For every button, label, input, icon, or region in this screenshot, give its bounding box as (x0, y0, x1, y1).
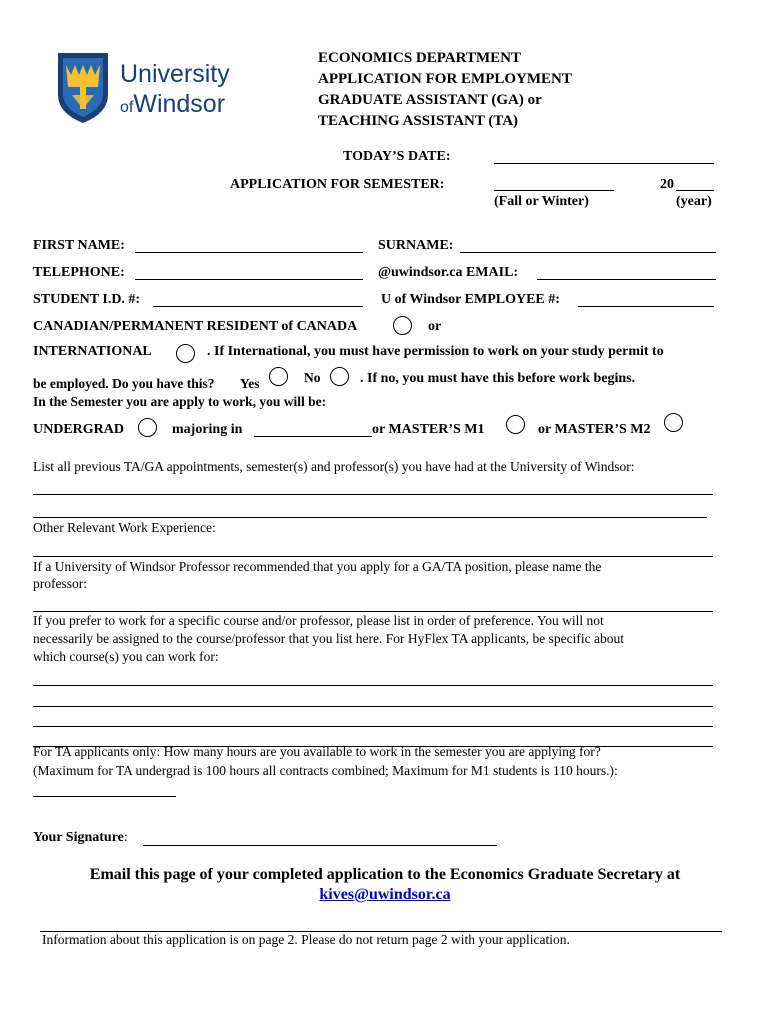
title-line-1: ECONOMICS DEPARTMENT (318, 50, 521, 66)
student-id-label: STUDENT I.D. #: (33, 292, 141, 307)
recommended-line[interactable] (33, 611, 713, 612)
hours-label-2: (Maximum for TA undergrad is 100 hours all contracts combined; Maximum for M1 students is 110 hours.): (33, 763, 618, 778)
semester-label: APPLICATION FOR SEMESTER: (230, 177, 445, 192)
prefer-label-2: necessarily be assigned to the course/professor that you list here. For HyFlex TA applicants, be specific about (33, 631, 625, 646)
prefer-label-1: If you prefer to work for a specific course and/or professor, please list in order of preference. You will not (33, 613, 604, 628)
employee-id-field[interactable] (578, 306, 714, 307)
yes-label: Yes (240, 376, 260, 391)
university-logo (54, 50, 252, 126)
prefer-line-2[interactable] (33, 706, 713, 707)
title-line-4: TEACHING ASSISTANT (TA) (318, 113, 519, 129)
email-label: @uwindsor.ca EMAIL: (378, 265, 519, 280)
title-line-2: APPLICATION FOR EMPLOYMENT (318, 71, 572, 87)
canadian-radio[interactable] (393, 316, 412, 335)
majoring-label: majoring in (172, 422, 243, 437)
logo-windsor-text: Windsor (133, 90, 226, 118)
previous-appointments-label: List all previous TA/GA appointments, semester(s) and professor(s) you have had at the University of Windsor: (33, 459, 635, 474)
canadian-label: CANADIAN/PERMANENT RESIDENT of CANADA (33, 319, 358, 334)
recommended-label-2: professor: (33, 576, 87, 591)
email-field[interactable] (537, 279, 716, 280)
telephone-label: TELEPHONE: (33, 265, 125, 280)
international-label: INTERNATIONAL (33, 344, 152, 359)
master-m2-radio[interactable] (664, 413, 683, 432)
first-name-field[interactable] (135, 252, 363, 253)
prefer-line-3[interactable] (33, 726, 713, 727)
major-field[interactable] (254, 436, 372, 437)
crest-icon (54, 51, 112, 125)
semester-term-field[interactable] (494, 190, 614, 191)
footer-note: Information about this application is on page 2. Please do not return page 2 with your application. (42, 932, 570, 947)
master-m1-radio[interactable] (506, 415, 525, 434)
email-link-row (0, 886, 770, 904)
or-text: or (428, 319, 442, 334)
title-line-3: GRADUATE ASSISTANT (GA) or (318, 92, 542, 108)
employee-id-label: U of Windsor EMPLOYEE #: (381, 292, 560, 307)
signature-label: Your Signature (33, 830, 124, 845)
semester-year-hint: (year) (676, 194, 712, 209)
telephone-field[interactable] (135, 279, 363, 280)
master-m2-label: or MASTER’S M2 (538, 422, 651, 437)
surname-field[interactable] (460, 252, 716, 253)
form-title (318, 48, 572, 132)
prefer-line-1[interactable] (33, 685, 713, 686)
hours-field[interactable] (33, 796, 176, 797)
international-radio[interactable] (176, 344, 195, 363)
signature-colon: : (123, 830, 128, 845)
logo-windsor-line (120, 90, 225, 119)
email-instruction: Email this page of your completed application to the Economics Graduate Secretary at (89, 866, 681, 883)
logo-university-text: University (120, 60, 230, 88)
be-employed-text: be employed. Do you have this? (33, 376, 215, 391)
student-id-field[interactable] (153, 306, 363, 307)
prefer-label-3: which course(s) you can work for: (33, 649, 219, 664)
recommended-label-1: If a University of Windsor Professor recommended that you apply for a GA/TA position, please name the (33, 559, 602, 574)
first-name-label: FIRST NAME: (33, 238, 125, 253)
hours-label-1: For TA applicants only: How many hours are you available to work in the semester you are applying for? (33, 744, 601, 759)
undergrad-radio[interactable] (138, 418, 157, 437)
signature-field[interactable] (143, 845, 497, 846)
permit-yes-radio[interactable] (269, 367, 288, 386)
semester-work-text: In the Semester you are apply to work, you will be: (33, 394, 327, 409)
secretary-email-link[interactable]: kives@uwindsor.ca (319, 886, 451, 903)
todays-date-label: TODAY’S DATE: (343, 149, 451, 164)
todays-date-field[interactable] (494, 163, 714, 164)
undergrad-label: UNDERGRAD (33, 422, 124, 437)
signature-row (33, 830, 128, 846)
semester-term-hint: (Fall or Winter) (494, 194, 589, 209)
permit-no-radio[interactable] (330, 367, 349, 386)
if-no-text: . If no, you must have this before work begins. (360, 371, 636, 386)
master-m1-label: or MASTER’S M1 (372, 422, 485, 437)
other-work-line[interactable] (33, 556, 713, 557)
logo-of-text: of (120, 99, 134, 116)
other-work-label: Other Relevant Work Experience: (33, 520, 216, 535)
no-label: No (304, 370, 321, 385)
semester-year-prefix: 20 (660, 177, 674, 192)
semester-year-field[interactable] (676, 190, 714, 191)
surname-label: SURNAME: (378, 238, 454, 253)
previous-appointments-line-1[interactable] (33, 494, 713, 495)
previous-appointments-line-2[interactable] (33, 517, 707, 518)
permit-text: . If International, you must have permission to work on your study permit to (207, 344, 664, 359)
